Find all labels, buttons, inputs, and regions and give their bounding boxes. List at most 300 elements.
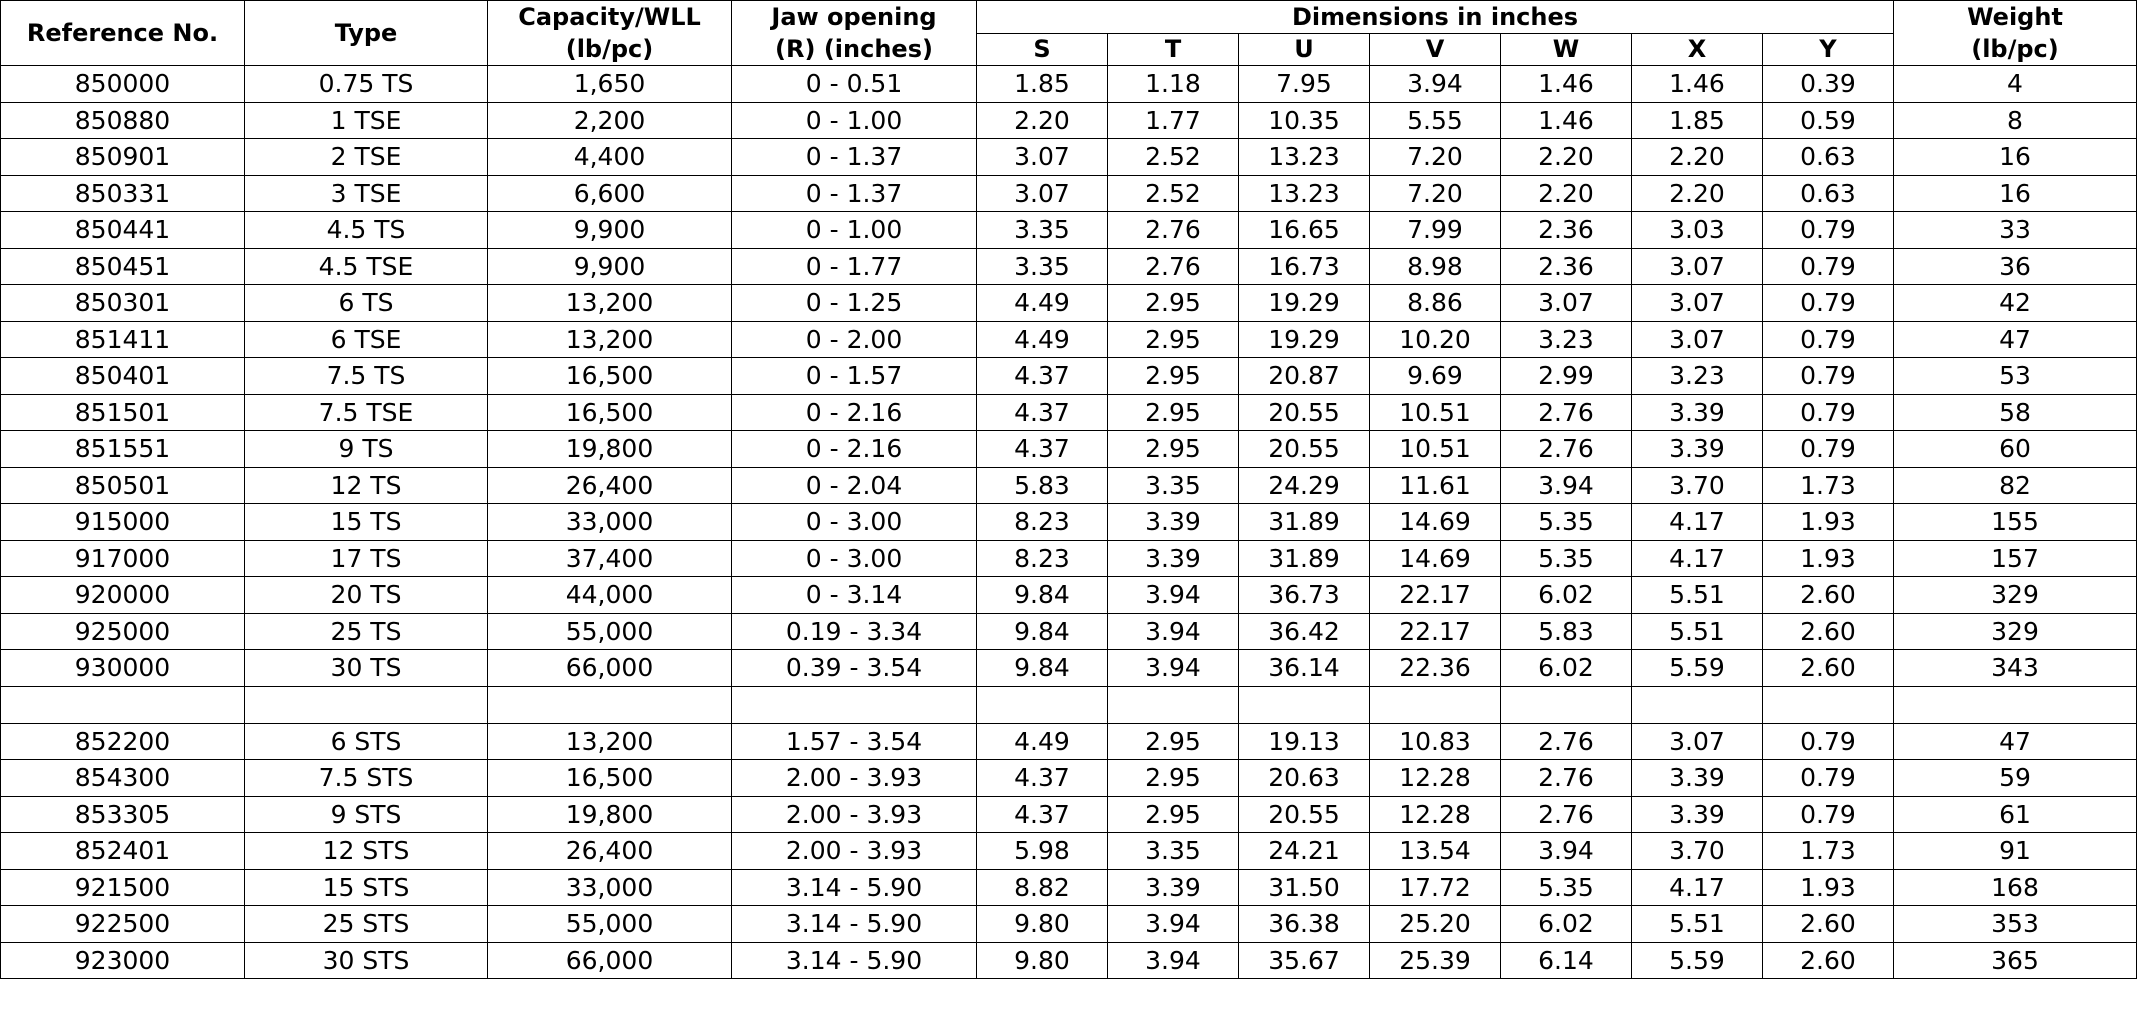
cell-weight: 8	[1894, 102, 2137, 139]
cell-reference-no: 851551	[1, 431, 245, 468]
cell-dim-t: 1.77	[1108, 102, 1239, 139]
cell-capacity: 37,400	[488, 540, 732, 577]
cell-dim-u: 31.89	[1239, 540, 1370, 577]
cell-dim-w: 3.94	[1501, 833, 1632, 870]
cell-dim-s: 4.37	[977, 796, 1108, 833]
cell-dim-u: 31.89	[1239, 504, 1370, 541]
cell-reference-no: 920000	[1, 577, 245, 614]
cell-dim-w: 6.02	[1501, 906, 1632, 943]
cell-reference-no: 923000	[1, 942, 245, 979]
header-weight-line2: (lb/pc)	[1971, 35, 2059, 63]
cell-type: 15 STS	[245, 869, 488, 906]
cell-jaw-opening: 3.14 - 5.90	[732, 906, 977, 943]
cell-dim-w: 6.02	[1501, 577, 1632, 614]
cell-reference-no: 851501	[1, 394, 245, 431]
cell-dim-s: 4.37	[977, 358, 1108, 395]
cell-reference-no: 852401	[1, 833, 245, 870]
header-dim-y: Y	[1763, 34, 1894, 66]
cell-weight: 33	[1894, 212, 2137, 249]
cell-dim-t: 3.39	[1108, 540, 1239, 577]
header-type	[245, 1, 488, 66]
cell-dim-s: 9.80	[977, 906, 1108, 943]
cell-jaw-opening: 3.14 - 5.90	[732, 942, 977, 979]
cell-jaw-opening: 0 - 1.37	[732, 175, 977, 212]
cell-type: 9 STS	[245, 796, 488, 833]
header-jaw-line2: (R) (inches)	[775, 35, 933, 63]
cell-dim-w: 1.46	[1501, 66, 1632, 103]
header-capacity	[488, 1, 732, 66]
cell-dim-u: 7.95	[1239, 66, 1370, 103]
cell-dim-x: 3.03	[1632, 212, 1763, 249]
cell-dim-x: 3.70	[1632, 833, 1763, 870]
cell-dim-x: 3.39	[1632, 760, 1763, 797]
cell-dim-u: 19.29	[1239, 321, 1370, 358]
cell-dim-x: 3.07	[1632, 285, 1763, 322]
cell-jaw-opening: 0.39 - 3.54	[732, 650, 977, 687]
cell-capacity: 9,900	[488, 212, 732, 249]
cell-dim-s: 8.82	[977, 869, 1108, 906]
cell-dim-x: 3.70	[1632, 467, 1763, 504]
cell-jaw-opening: 0 - 1.77	[732, 248, 977, 285]
cell-jaw-opening: 2.00 - 3.93	[732, 833, 977, 870]
cell-weight: 16	[1894, 175, 2137, 212]
cell-dim-x: 5.59	[1632, 942, 1763, 979]
cell-jaw-opening: 0 - 1.25	[732, 285, 977, 322]
cell-jaw-opening: 3.14 - 5.90	[732, 869, 977, 906]
table-row	[1, 102, 2137, 139]
cell-dim-v: 12.28	[1370, 760, 1501, 797]
cell-type: 12 STS	[245, 833, 488, 870]
cell-dim-t: 2.95	[1108, 796, 1239, 833]
cell-dim-u: 24.29	[1239, 467, 1370, 504]
cell-dim-v: 7.99	[1370, 212, 1501, 249]
cell-dim-s: 3.35	[977, 212, 1108, 249]
table-row	[1, 139, 2137, 176]
cell-dim-t: 2.95	[1108, 760, 1239, 797]
cell-dim-u: 20.63	[1239, 760, 1370, 797]
cell-weight: 82	[1894, 467, 2137, 504]
cell-dim-w: 2.76	[1501, 796, 1632, 833]
cell-capacity: 13,200	[488, 321, 732, 358]
cell-type: 17 TS	[245, 540, 488, 577]
table-row	[1, 650, 2137, 687]
cell-dim-t: 3.35	[1108, 833, 1239, 870]
cell-capacity: 13,200	[488, 285, 732, 322]
table-row	[1, 321, 2137, 358]
cell-reference-no: 850501	[1, 467, 245, 504]
cell-dim-w: 2.76	[1501, 760, 1632, 797]
cell-dim-v: 8.98	[1370, 248, 1501, 285]
cell-dim-v: 9.69	[1370, 358, 1501, 395]
cell-dim-s: 9.84	[977, 577, 1108, 614]
cell-dim-y: 0.39	[1763, 66, 1894, 103]
cell-dim-w: 3.23	[1501, 321, 1632, 358]
cell-dim-w: 6.14	[1501, 942, 1632, 979]
cell-reference-no: 850401	[1, 358, 245, 395]
cell-dim-w: 3.94	[1501, 467, 1632, 504]
cell-capacity: 16,500	[488, 394, 732, 431]
table-row	[1, 577, 2137, 614]
table-row	[1, 66, 2137, 103]
cell-dim-w: 3.07	[1501, 285, 1632, 322]
table-row	[1, 942, 2137, 979]
cell-reference-no: 917000	[1, 540, 245, 577]
cell-reference-no: 921500	[1, 869, 245, 906]
table-row	[1, 285, 2137, 322]
cell-capacity: 55,000	[488, 906, 732, 943]
cell-weight: 168	[1894, 869, 2137, 906]
cell-dim-x: 3.07	[1632, 321, 1763, 358]
cell-reference-no: 930000	[1, 650, 245, 687]
cell-dim-u: 20.87	[1239, 358, 1370, 395]
cell-type: 15 TS	[245, 504, 488, 541]
cell-dim-w: 2.99	[1501, 358, 1632, 395]
table-row	[1, 760, 2137, 797]
header-weight	[1894, 1, 2137, 66]
cell-dim-v: 25.39	[1370, 942, 1501, 979]
cell-jaw-opening: 0 - 3.14	[732, 577, 977, 614]
cell-type	[245, 686, 488, 723]
cell-dim-v: 10.51	[1370, 394, 1501, 431]
cell-jaw-opening: 0 - 2.16	[732, 431, 977, 468]
cell-dim-v: 14.69	[1370, 504, 1501, 541]
cell-dim-s: 9.84	[977, 613, 1108, 650]
table-row	[1, 431, 2137, 468]
cell-dim-v: 14.69	[1370, 540, 1501, 577]
cell-weight: 42	[1894, 285, 2137, 322]
cell-weight: 91	[1894, 833, 2137, 870]
cell-dim-t: 1.18	[1108, 66, 1239, 103]
cell-jaw-opening: 0 - 2.00	[732, 321, 977, 358]
header-reference-no	[1, 1, 245, 66]
cell-capacity: 6,600	[488, 175, 732, 212]
header-capacity-line2: (lb/pc)	[565, 35, 654, 63]
cell-reference-no: 850880	[1, 102, 245, 139]
cell-dim-s: 2.20	[977, 102, 1108, 139]
cell-type: 3 TSE	[245, 175, 488, 212]
cell-dim-t	[1108, 686, 1239, 723]
cell-dim-u: 19.13	[1239, 723, 1370, 760]
cell-dim-x: 5.51	[1632, 577, 1763, 614]
cell-weight: 36	[1894, 248, 2137, 285]
table-separator-row	[1, 686, 2137, 723]
cell-dim-w: 2.76	[1501, 431, 1632, 468]
cell-jaw-opening: 0 - 2.04	[732, 467, 977, 504]
cell-type: 6 TS	[245, 285, 488, 322]
header-jaw-opening	[732, 1, 977, 66]
cell-type: 30 TS	[245, 650, 488, 687]
cell-jaw-opening: 1.57 - 3.54	[732, 723, 977, 760]
cell-reference-no: 853305	[1, 796, 245, 833]
cell-dim-s: 3.07	[977, 139, 1108, 176]
cell-dim-v: 10.20	[1370, 321, 1501, 358]
cell-dim-t: 2.76	[1108, 212, 1239, 249]
cell-reference-no	[1, 686, 245, 723]
cell-dim-y: 0.59	[1763, 102, 1894, 139]
cell-dim-x	[1632, 686, 1763, 723]
cell-dim-t: 3.94	[1108, 942, 1239, 979]
cell-jaw-opening: 0 - 1.00	[732, 212, 977, 249]
cell-dim-y: 1.93	[1763, 540, 1894, 577]
cell-dim-v: 17.72	[1370, 869, 1501, 906]
cell-capacity: 44,000	[488, 577, 732, 614]
table-row	[1, 796, 2137, 833]
cell-dim-x: 3.07	[1632, 248, 1763, 285]
cell-dim-s: 4.37	[977, 431, 1108, 468]
cell-dim-v: 10.51	[1370, 431, 1501, 468]
cell-capacity: 26,400	[488, 467, 732, 504]
cell-weight: 329	[1894, 577, 2137, 614]
cell-capacity: 33,000	[488, 504, 732, 541]
table-header	[1, 1, 2137, 66]
cell-dim-y	[1763, 686, 1894, 723]
cell-dim-u: 36.14	[1239, 650, 1370, 687]
cell-type: 9 TS	[245, 431, 488, 468]
cell-jaw-opening: 0 - 3.00	[732, 540, 977, 577]
cell-type: 7.5 TSE	[245, 394, 488, 431]
table-row	[1, 467, 2137, 504]
table-row	[1, 248, 2137, 285]
cell-weight	[1894, 686, 2137, 723]
cell-dim-s: 9.84	[977, 650, 1108, 687]
cell-capacity: 33,000	[488, 869, 732, 906]
cell-dim-w: 2.20	[1501, 175, 1632, 212]
cell-jaw-opening	[732, 686, 977, 723]
cell-jaw-opening: 2.00 - 3.93	[732, 760, 977, 797]
cell-dim-w: 2.36	[1501, 212, 1632, 249]
cell-dim-u: 36.38	[1239, 906, 1370, 943]
cell-dim-s: 1.85	[977, 66, 1108, 103]
cell-dim-s: 4.49	[977, 723, 1108, 760]
cell-dim-x: 5.59	[1632, 650, 1763, 687]
cell-dim-x: 3.07	[1632, 723, 1763, 760]
cell-type: 6 STS	[245, 723, 488, 760]
header-jaw-line1: Jaw opening	[771, 3, 937, 31]
cell-weight: 59	[1894, 760, 2137, 797]
cell-reference-no: 915000	[1, 504, 245, 541]
cell-dim-t: 2.95	[1108, 394, 1239, 431]
header-dim-x: X	[1632, 34, 1763, 66]
cell-jaw-opening: 2.00 - 3.93	[732, 796, 977, 833]
cell-weight: 60	[1894, 431, 2137, 468]
cell-capacity: 13,200	[488, 723, 732, 760]
cell-capacity	[488, 686, 732, 723]
cell-dim-v: 22.17	[1370, 577, 1501, 614]
header-reference-label: Reference No.	[26, 18, 219, 47]
cell-dim-w: 6.02	[1501, 650, 1632, 687]
cell-weight: 47	[1894, 723, 2137, 760]
cell-dim-w: 5.35	[1501, 540, 1632, 577]
cell-type: 25 TS	[245, 613, 488, 650]
cell-dim-s: 5.98	[977, 833, 1108, 870]
cell-dim-s: 3.35	[977, 248, 1108, 285]
table-row	[1, 833, 2137, 870]
cell-reference-no: 922500	[1, 906, 245, 943]
cell-reference-no: 850901	[1, 139, 245, 176]
cell-capacity: 66,000	[488, 942, 732, 979]
cell-dim-t: 3.39	[1108, 869, 1239, 906]
cell-jaw-opening: 0 - 3.00	[732, 504, 977, 541]
table-row	[1, 358, 2137, 395]
cell-dim-v: 13.54	[1370, 833, 1501, 870]
cell-type: 1 TSE	[245, 102, 488, 139]
cell-dim-v: 22.36	[1370, 650, 1501, 687]
cell-dim-w: 5.35	[1501, 504, 1632, 541]
cell-dim-w: 1.46	[1501, 102, 1632, 139]
cell-dim-s: 8.23	[977, 540, 1108, 577]
cell-type: 4.5 TSE	[245, 248, 488, 285]
table-row	[1, 394, 2137, 431]
cell-reference-no: 851411	[1, 321, 245, 358]
cell-dim-t: 2.95	[1108, 358, 1239, 395]
cell-dim-t: 3.35	[1108, 467, 1239, 504]
header-dim-u: U	[1239, 34, 1370, 66]
cell-dim-u: 13.23	[1239, 139, 1370, 176]
header-capacity-line1: Capacity/WLL	[518, 3, 701, 31]
cell-type: 7.5 TS	[245, 358, 488, 395]
cell-dim-w: 2.36	[1501, 248, 1632, 285]
cell-dim-v: 22.17	[1370, 613, 1501, 650]
cell-dim-y: 0.79	[1763, 358, 1894, 395]
cell-dim-w: 5.35	[1501, 869, 1632, 906]
cell-dim-t: 2.76	[1108, 248, 1239, 285]
cell-weight: 353	[1894, 906, 2137, 943]
table-row	[1, 869, 2137, 906]
cell-dim-t: 2.95	[1108, 431, 1239, 468]
cell-dim-v: 11.61	[1370, 467, 1501, 504]
table-row	[1, 906, 2137, 943]
header-type-label: Type	[334, 18, 398, 47]
cell-dim-x: 2.20	[1632, 139, 1763, 176]
cell-dim-s: 9.80	[977, 942, 1108, 979]
cell-dim-u: 20.55	[1239, 431, 1370, 468]
header-dim-w: W	[1501, 34, 1632, 66]
header-dimensions: Dimensions in inches	[977, 1, 1894, 34]
cell-weight: 16	[1894, 139, 2137, 176]
cell-dim-y: 0.79	[1763, 760, 1894, 797]
cell-dim-u: 16.65	[1239, 212, 1370, 249]
cell-dim-y: 0.79	[1763, 431, 1894, 468]
cell-dim-t: 3.94	[1108, 613, 1239, 650]
cell-dim-t: 2.52	[1108, 175, 1239, 212]
cell-dim-y: 0.79	[1763, 248, 1894, 285]
cell-capacity: 4,400	[488, 139, 732, 176]
cell-weight: 47	[1894, 321, 2137, 358]
cell-dim-x: 4.17	[1632, 869, 1763, 906]
cell-dim-s	[977, 686, 1108, 723]
cell-type: 7.5 STS	[245, 760, 488, 797]
header-weight-line1: Weight	[1967, 3, 2063, 31]
cell-reference-no: 850000	[1, 66, 245, 103]
cell-dim-t: 2.95	[1108, 723, 1239, 760]
table-row	[1, 504, 2137, 541]
cell-dim-x: 1.85	[1632, 102, 1763, 139]
cell-weight: 343	[1894, 650, 2137, 687]
cell-dim-w: 2.20	[1501, 139, 1632, 176]
cell-dim-t: 3.94	[1108, 650, 1239, 687]
cell-capacity: 2,200	[488, 102, 732, 139]
cell-dim-x: 4.17	[1632, 540, 1763, 577]
cell-dim-t: 3.94	[1108, 577, 1239, 614]
cell-dim-v	[1370, 686, 1501, 723]
cell-dim-s: 4.37	[977, 760, 1108, 797]
cell-dim-u: 13.23	[1239, 175, 1370, 212]
cell-weight: 329	[1894, 613, 2137, 650]
cell-type: 2 TSE	[245, 139, 488, 176]
cell-dim-y: 1.93	[1763, 869, 1894, 906]
cell-dim-y: 0.79	[1763, 285, 1894, 322]
cell-dim-u: 10.35	[1239, 102, 1370, 139]
cell-dim-v: 12.28	[1370, 796, 1501, 833]
cell-dim-y: 0.79	[1763, 212, 1894, 249]
cell-dim-v: 25.20	[1370, 906, 1501, 943]
cell-dim-u: 24.21	[1239, 833, 1370, 870]
table-body	[1, 66, 2137, 979]
cell-reference-no: 925000	[1, 613, 245, 650]
cell-weight: 58	[1894, 394, 2137, 431]
cell-dim-x: 3.39	[1632, 796, 1763, 833]
cell-dim-t: 3.94	[1108, 906, 1239, 943]
header-dim-s: S	[977, 34, 1108, 66]
cell-dim-x: 3.39	[1632, 394, 1763, 431]
cell-capacity: 16,500	[488, 358, 732, 395]
cell-type: 4.5 TS	[245, 212, 488, 249]
cell-reference-no: 850301	[1, 285, 245, 322]
cell-type: 20 TS	[245, 577, 488, 614]
header-dim-v: V	[1370, 34, 1501, 66]
cell-dim-u: 19.29	[1239, 285, 1370, 322]
cell-dim-u: 20.55	[1239, 394, 1370, 431]
cell-dim-s: 4.49	[977, 285, 1108, 322]
cell-capacity: 19,800	[488, 431, 732, 468]
cell-dim-u: 16.73	[1239, 248, 1370, 285]
table-row	[1, 175, 2137, 212]
table-row	[1, 613, 2137, 650]
cell-dim-t: 3.39	[1108, 504, 1239, 541]
cell-dim-y: 2.60	[1763, 577, 1894, 614]
table-row	[1, 212, 2137, 249]
cell-dim-s: 4.37	[977, 394, 1108, 431]
cell-dim-y: 2.60	[1763, 650, 1894, 687]
cell-type: 30 STS	[245, 942, 488, 979]
cell-weight: 53	[1894, 358, 2137, 395]
cell-dim-u: 35.67	[1239, 942, 1370, 979]
cell-dim-v: 5.55	[1370, 102, 1501, 139]
cell-dim-v: 7.20	[1370, 139, 1501, 176]
cell-dim-y: 0.79	[1763, 394, 1894, 431]
cell-dim-x: 3.39	[1632, 431, 1763, 468]
cell-capacity: 55,000	[488, 613, 732, 650]
cell-dim-s: 3.07	[977, 175, 1108, 212]
cell-dim-x: 5.51	[1632, 906, 1763, 943]
cell-capacity: 26,400	[488, 833, 732, 870]
cell-dim-t: 2.95	[1108, 321, 1239, 358]
cell-jaw-opening: 0 - 1.37	[732, 139, 977, 176]
cell-dim-s: 5.83	[977, 467, 1108, 504]
cell-jaw-opening: 0 - 2.16	[732, 394, 977, 431]
cell-dim-t: 2.52	[1108, 139, 1239, 176]
cell-weight: 155	[1894, 504, 2137, 541]
cell-dim-u: 31.50	[1239, 869, 1370, 906]
cell-jaw-opening: 0 - 1.00	[732, 102, 977, 139]
cell-jaw-opening: 0 - 1.57	[732, 358, 977, 395]
cell-dim-y: 0.63	[1763, 175, 1894, 212]
cell-jaw-opening: 0.19 - 3.34	[732, 613, 977, 650]
cell-reference-no: 850451	[1, 248, 245, 285]
table-row	[1, 723, 2137, 760]
cell-dim-y: 0.79	[1763, 321, 1894, 358]
cell-capacity: 16,500	[488, 760, 732, 797]
